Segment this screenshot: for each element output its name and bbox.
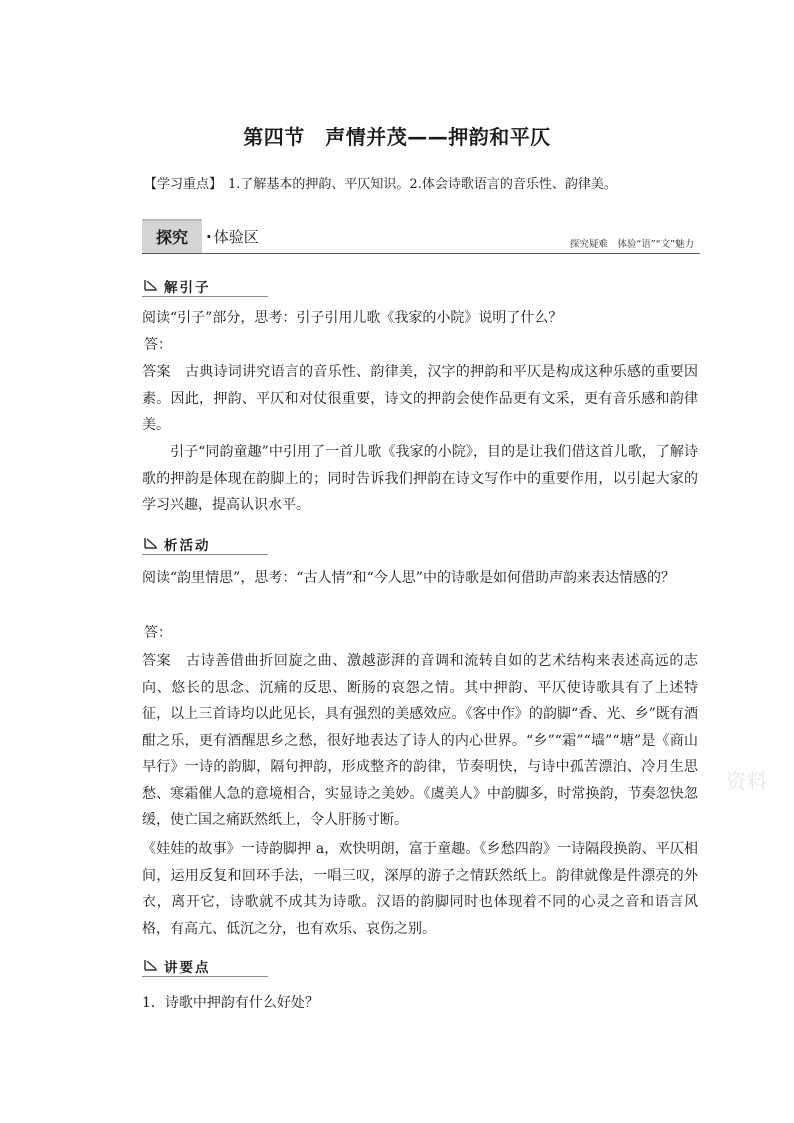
section-banner <box>142 219 700 255</box>
banner-tagline: 探究疑难 体验“语”“文”魅力 <box>569 239 694 250</box>
section-label: 讲要点 <box>164 960 211 976</box>
section-underline <box>142 976 268 977</box>
question-1: 阅读“引子”部分，思考：引子引用儿歌《我家的小院》说明了什么？ <box>142 310 563 326</box>
section-header-intro <box>142 276 268 296</box>
answer-text: 答案 古典诗词讲究语言的音乐性、韵律美，汉字的押韵和平仄是构成这种乐感的重要因素。因此，押韵、平仄和对仗很重要，诗文的押韵会使作品更有文采，更有音乐感和韵律美。 <box>142 364 698 433</box>
learning-focus <box>144 173 617 192</box>
banner-subtitle <box>206 226 259 247</box>
banner-subtitle-text: 体验区 <box>213 228 259 246</box>
section-label: 析活动 <box>164 538 211 554</box>
question-2: 阅读“韵里情思”，思考：“古人情”和“今人思”中的诗歌是如何借助声韵来表达情感的？ <box>142 570 675 586</box>
answer-label: 答： <box>144 337 172 353</box>
learning-focus-label: 【学习重点】 <box>144 177 223 192</box>
section-marker-icon <box>144 279 158 291</box>
answer-2-label <box>142 620 698 647</box>
section-underline <box>142 554 268 555</box>
page-title: 第四节 声情并茂——押韵和平仄 <box>243 125 551 149</box>
question-3: 1．诗歌中押韵有什么好处？ <box>142 995 319 1011</box>
banner-divider <box>142 253 700 254</box>
banner-dot: · <box>206 228 212 246</box>
answer-1-paragraph-2: 引子“同韵童趣”中引用了一首儿歌《我家的小院》，目的是让我们借这首儿歌，了解诗歌的押韵是体现在韵脚上的；同时告诉我们押韵在诗文写作中的重要作用，以引起大家的学习兴趣，提高认识水平。 <box>142 444 698 513</box>
watermark: 资料 <box>726 769 768 793</box>
section-marker-icon <box>144 537 158 549</box>
section-marker-icon <box>144 959 158 971</box>
section-header-keypoints <box>142 956 268 976</box>
answer-label: 答： <box>144 625 172 641</box>
answer-2-paragraph-2: 《娃娃的故事》一诗韵脚押 a，欢快明朗，富于童趣。《乡愁四韵》一诗隔段换韵、平仄相间，运用反复和回环手法，一唱三叹，深厚的游子之情跃然纸上。韵律就像是件漂亮的外衣，离开它，诗歌就不成其为诗歌。汉语的韵脚同时也体现着不同的心灵之音和语言风格，有高亢、低沉之分，也有欢乐、哀伤之别。 <box>142 841 698 937</box>
section-label: 解引子 <box>164 280 211 296</box>
section-header-activity <box>142 534 268 554</box>
banner-tab: 探究 <box>142 219 202 254</box>
learning-focus-text: 1.了解基本的押韵、平仄知识。2.体会诗歌语言的音乐性、韵律美。 <box>228 177 617 192</box>
answer-1-paragraph-1 <box>142 359 698 439</box>
answer-1-label <box>142 332 698 359</box>
answer-2-paragraph-1: 答案 古诗善借曲折回旋之曲、激越澎湃的音调和流转自如的艺术结构来表述高远的志向、悠长的思念、沉痛的反思、断肠的哀怨之情。其中押韵、平仄使诗歌具有了上述特征，以上三首诗均以此见长，具有强烈的美感效应。《客中作》的韵脚“香、光、乡”既有酒酣之乐，更有酒醒思乡之愁，很好地表达了诗人的内心世界。“乡”“霜”“墙”“塘”是《商山早行》一诗的韵脚，隔句押韵，形成整齐的韵律，节奏明快，与诗中孤苦漂泊、冷月生思愁、寒霜催人急的意境相合，实显诗之美妙。《虞美人》中韵脚多，时常换韵，节奏忽快忽缓，使亡国之痛跃然纸上，令人肝肠寸断。 <box>142 653 698 828</box>
section-underline <box>142 296 268 297</box>
